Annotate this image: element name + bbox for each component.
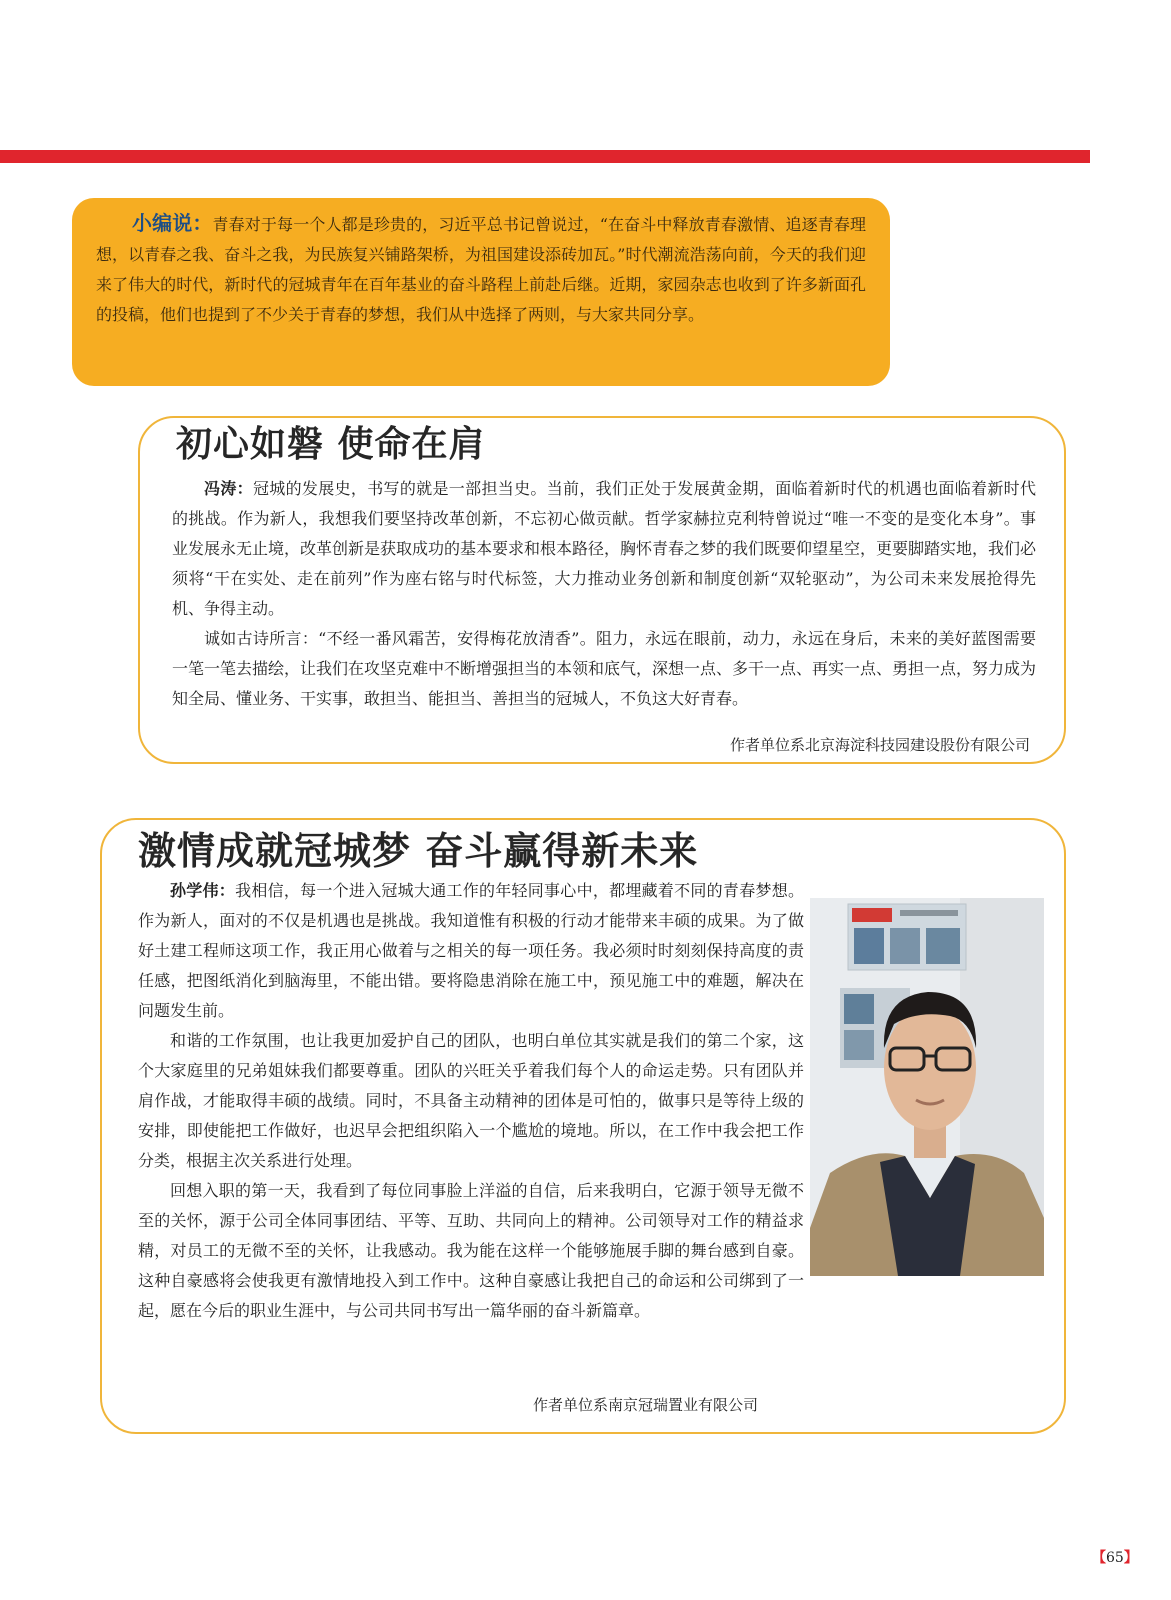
article-2-title: 激情成就冠城梦 奋斗赢得新未来 <box>138 828 699 873</box>
article-1-byline: 作者单位系北京海淀科技园建设股份有限公司 <box>729 736 1030 754</box>
editor-note-lead: 小编说： <box>132 211 213 235</box>
article-1-speaker: 冯涛： <box>204 479 253 498</box>
article-2-body <box>138 876 804 1326</box>
article-1-paragraph: 诚如古诗所言：“不经一番风霜苦，安得梅花放清香”。阻力，永远在眼前，动力，永远在身后，未来的美好蓝图需要一笔一笔去描绘，让我们在攻坚克难中不断增强担当的本领和底气，深想一点、多干一点、再实一点、勇担一点，努力成为知全局、懂业务、干实事，敢担当、能担当、善担当的冠城人，不负这大好青春。 <box>172 629 1037 708</box>
author-portrait-photo <box>810 898 1044 1276</box>
editor-note-text: 青春对于每一个人都是珍贵的，习近平总书记曾说过，“在奋斗中释放青春激情、追逐青春理想，以青春之我、奋斗之我，为民族复兴铺路架桥，为祖国建设添砖加瓦。”时代潮流浩荡向前，今天的我们迎来了伟大的时代，新时代的冠城青年在百年基业的奋斗路程上前赴后继。近期，家园杂志也收到了许多新面孔的投稿，他们也提到了不少关于青春的梦想，我们从中选择了两则，与大家共同分享。 <box>96 215 866 324</box>
editor-note-box <box>72 198 890 386</box>
article-1-paragraph: 冯涛：冠城的发展史，书写的就是一部担当史。当前，我们正处于发展黄金期，面临着新时代的机遇也面临着新时代的挑战。作为新人，我想我们要坚持改革创新，不忘初心做贡献。哲学家赫拉克利特曾说过“唯一不变的是变化本身”。事业发展永无止境，改革创新是获取成功的基本要求和根本路径，胸怀青春之梦的我们既要仰望星空，更要脚踏实地，我们必须将“干在实处、走在前列”作为座右铭与时代标签，大力推动业务创新和制度创新“双轮驱动”，为公司未来发展抢得先机、争得主动。 <box>172 479 1037 618</box>
article-1-body <box>172 474 1036 714</box>
article-2-speaker: 孙学伟： <box>170 881 236 900</box>
article-2-byline: 作者单位系南京冠瑞置业有限公司 <box>532 1396 758 1414</box>
article-2-paragraph: 回想入职的第一天，我看到了每位同事脸上洋溢的自信，后来我明白，它源于领导无微不至的关怀，源于公司全体同事团结、平等、互助、共同向上的精神。公司领导对工作的精益求精，对员工的无微不至的关怀，让我感动。我为能在这样一个能够施展手脚的舞台感到自豪。这种自豪感将会使我更有激情地投入到工作中。这种自豪感让我把自己的命运和公司绑到了一起，愿在今后的职业生涯中，与公司共同书写出一篇华丽的奋斗新篇章。 <box>138 1181 804 1320</box>
page-number: 【65】 <box>1092 1550 1138 1566</box>
article-2-paragraph: 和谐的工作氛围，也让我更加爱护自己的团队，也明白单位其实就是我们的第二个家，这个大家庭里的兄弟姐妹我们都要尊重。团队的兴旺关乎着我们每个人的命运走势。只有团队并肩作战，才能取得丰硕的战绩。同时，不具备主动精神的团体是可怕的，做事只是等待上级的安排，即使能把工作做好，也迟早会把组织陷入一个尴尬的境地。所以，在工作中我会把工作分类，根据主次关系进行处理。 <box>138 1031 804 1170</box>
article-2-paragraph: 孙学伟：我相信，每一个进入冠城大通工作的年轻同事心中，都埋藏着不同的青春梦想。作为新人，面对的不仅是机遇也是挑战。我知道惟有积极的行动才能带来丰硕的成果。为了做好土建工程师这项工作，我正用心做着与之相关的每一项任务。我必须时时刻刻保持高度的责任感，把图纸消化到脑海里，不能出错。要将隐患消除在施工中，预见施工中的难题，解决在问题发生前。 <box>138 881 804 1020</box>
article-card-1 <box>138 416 1066 764</box>
portrait-illustration <box>810 898 1044 1276</box>
article-1-title: 初心如磐 使命在肩 <box>176 423 486 465</box>
header-red-rule <box>0 150 1090 163</box>
